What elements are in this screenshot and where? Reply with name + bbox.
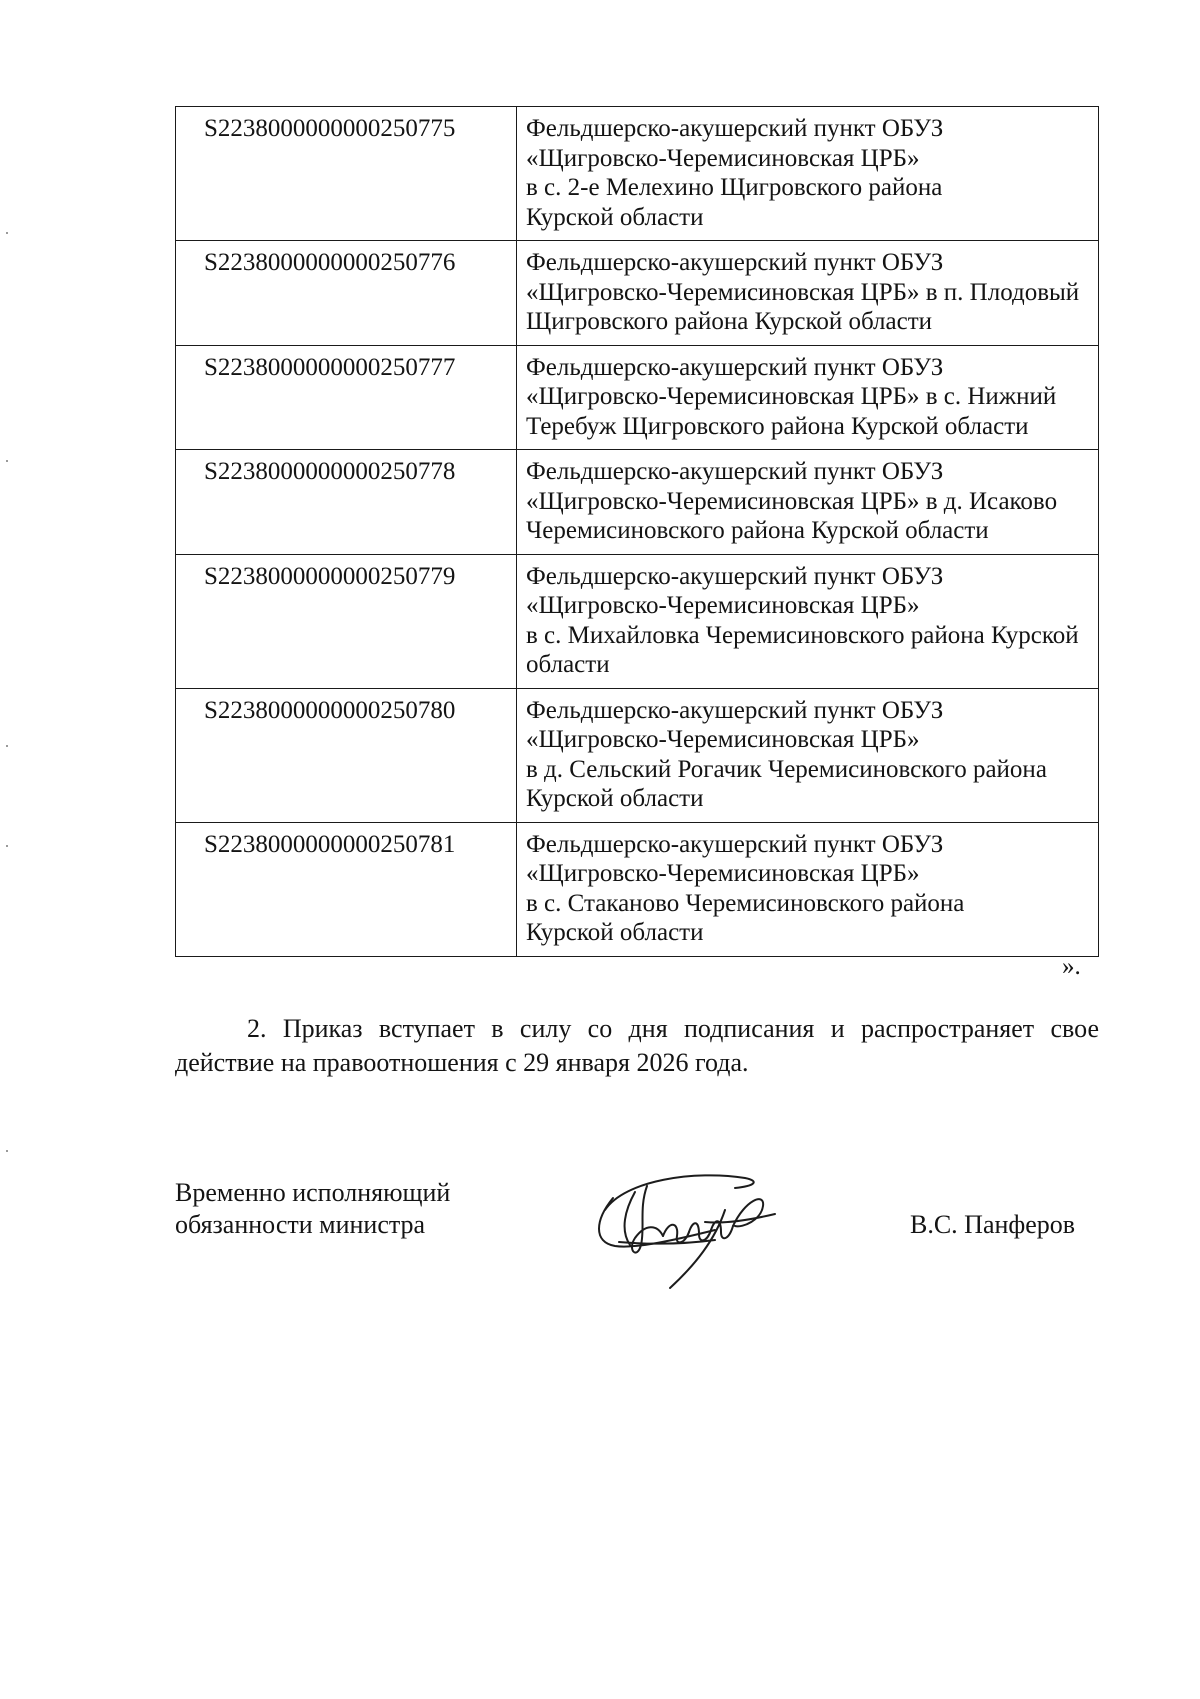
scan-artifact [6, 460, 8, 462]
signer-title [175, 1177, 450, 1241]
signer-title-line-1: Временно исполняющий [175, 1178, 451, 1207]
register-code: S2238000000000250780 [176, 688, 517, 822]
scan-artifact [6, 745, 8, 747]
facility-description [517, 241, 1099, 346]
description-line: Фельдшерско-акушерский пункт ОБУЗ [526, 830, 944, 858]
register-code: S2238000000000250778 [176, 450, 517, 555]
description-line: Черемисиновского района Курской области [526, 517, 989, 544]
description-line: Курской области [526, 919, 704, 946]
description-line: «Щигровско-Черемисиновская ЦРБ» в п. Плодовый [526, 278, 1080, 306]
table-row [176, 554, 1099, 688]
register-code: S2238000000000250781 [176, 822, 517, 956]
description-line: в с. Стаканово Черемисиновского района [526, 889, 965, 917]
facility-description [517, 822, 1099, 956]
scan-artifact [6, 232, 8, 234]
facility-description [517, 345, 1099, 450]
registry-table-body [176, 107, 1099, 957]
register-code: S2238000000000250777 [176, 345, 517, 450]
signer-name: В.С. Панферов [910, 1210, 1076, 1239]
table-row [176, 450, 1099, 555]
table-row [176, 822, 1099, 956]
register-code: S2238000000000250776 [176, 241, 517, 346]
register-code: S2238000000000250775 [176, 107, 517, 241]
facility-description [517, 688, 1099, 822]
registry-table [175, 106, 1099, 957]
description-line: Курской области [526, 785, 704, 812]
table-row [176, 688, 1099, 822]
description-line: Теребуж Щигровского района Курской области [526, 412, 1029, 440]
facility-description [517, 450, 1099, 555]
description-line: Фельдшерско-акушерский пункт ОБУЗ [526, 249, 944, 276]
table-row [176, 107, 1099, 241]
description-line: «Щигровско-Черемисиновская ЦРБ» [526, 726, 920, 753]
closing-quote: ». [1062, 953, 1081, 980]
description-line: области [526, 651, 610, 678]
clause-line-2: действие на правоотношения с 29 января 2026 года. [175, 1048, 749, 1077]
description-line: «Щигровско-Черемисиновская ЦРБ» [526, 860, 920, 887]
clause-line-1: 2. Приказ вступает в силу со дня подписания и распространяет свое [247, 1014, 1099, 1043]
table-row [176, 345, 1099, 450]
facility-description [517, 107, 1099, 241]
description-line: Фельдшерско-акушерский пункт ОБУЗ [526, 562, 944, 590]
signer-title-line-2: обязанности министра [175, 1210, 426, 1239]
description-line: в с. Михайловка Черемисиновского района Курской [526, 621, 1079, 649]
description-line: Фельдшерско-акушерский пункт ОБУЗ [526, 458, 944, 485]
description-line: в д. Сельский Рогачик Черемисиновского района [526, 755, 1047, 783]
scan-artifact [6, 1150, 8, 1152]
description-line: Фельдшерско-акушерский пункт ОБУЗ [526, 115, 944, 142]
handwritten-signature [575, 1150, 815, 1290]
facility-description [517, 554, 1099, 688]
register-code: S2238000000000250779 [176, 554, 517, 688]
scan-artifact [6, 845, 8, 847]
description-line: Щигровского района Курской области [526, 308, 933, 335]
clause-paragraph [175, 1012, 1099, 1080]
description-line: Фельдшерско-акушерский пункт ОБУЗ [526, 353, 944, 381]
description-line: Курской области [526, 203, 704, 231]
description-line: в с. 2-е Мелехино Щигровского района [526, 174, 943, 201]
description-line: Фельдшерско-акушерский пункт ОБУЗ [526, 696, 944, 724]
description-line: «Щигровско-Черемисиновская ЦРБ» [526, 144, 920, 172]
table-row [176, 241, 1099, 346]
description-line: «Щигровско-Черемисиновская ЦРБ» [526, 592, 920, 619]
description-line: «Щигровско-Черемисиновская ЦРБ» в д. Исаково [526, 487, 1058, 515]
description-line: «Щигровско-Черемисиновская ЦРБ» в с. Нижний [526, 383, 1057, 410]
